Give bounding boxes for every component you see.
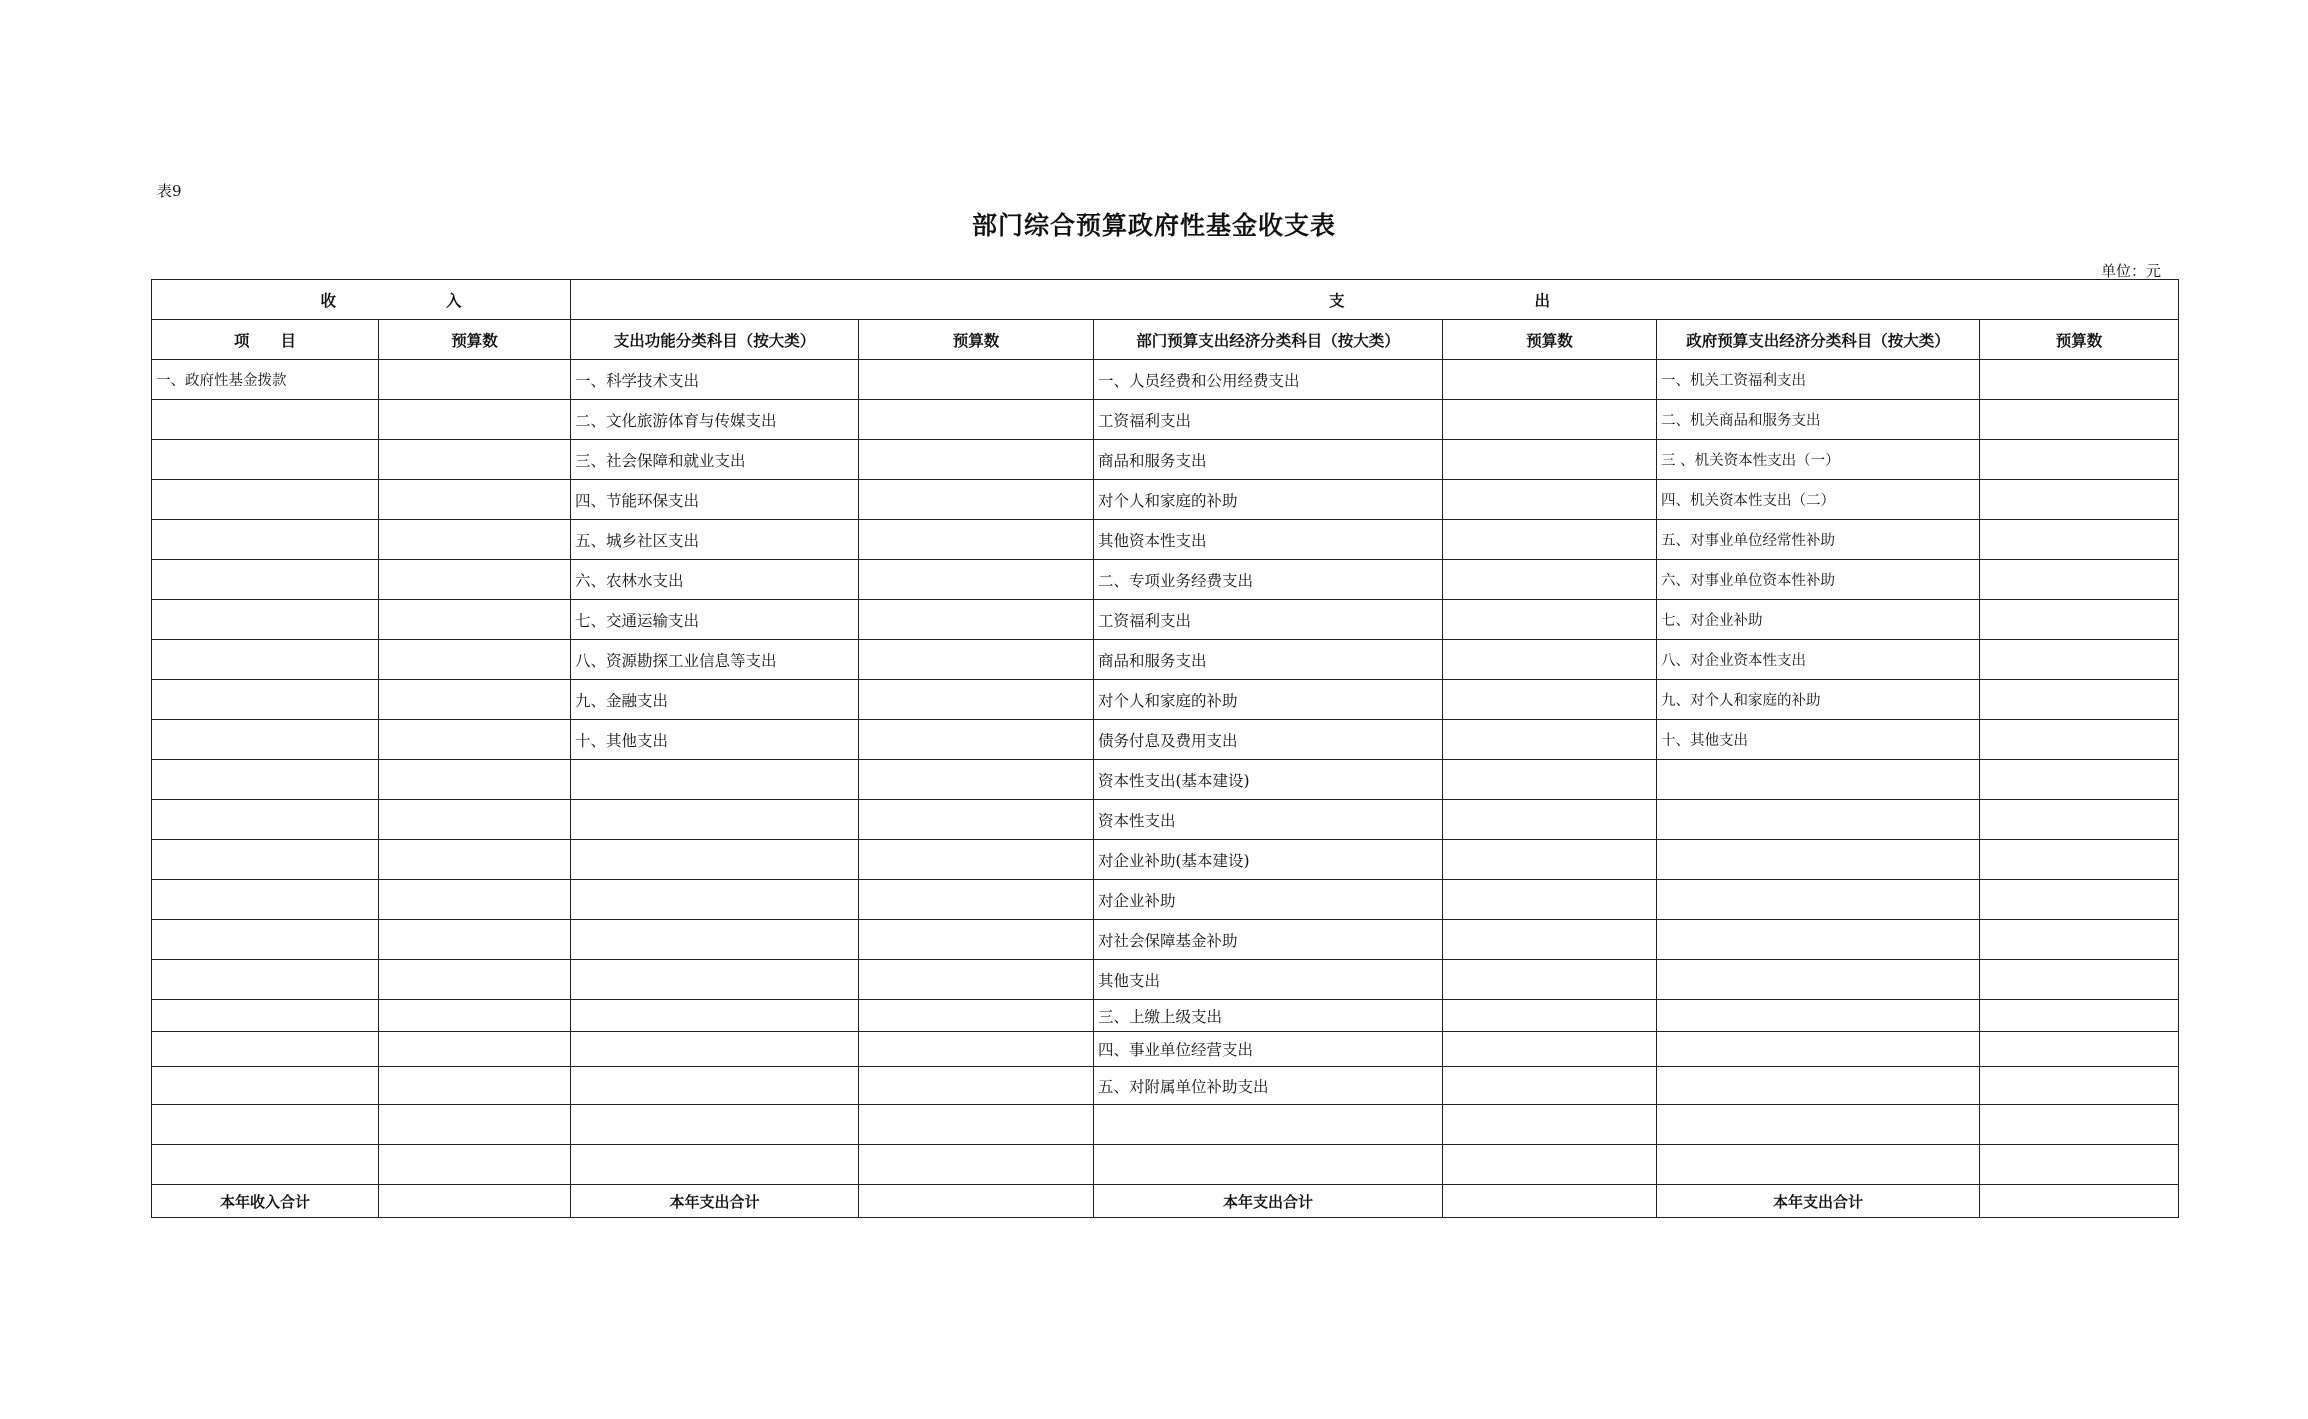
function-budget-cell — [859, 640, 1094, 680]
gov-econ-budget-cell — [1980, 720, 2179, 760]
gov-econ-budget-cell — [1980, 1105, 2179, 1145]
income-item-cell — [152, 400, 379, 440]
income-budget-cell — [379, 1105, 571, 1145]
income-budget-cell — [379, 400, 571, 440]
col-header-dept-econ: 部门预算支出经济分类科目（按大类） — [1094, 320, 1443, 360]
dept-econ-budget-cell — [1443, 360, 1657, 400]
gov-econ-item-cell: 三 、机关资本性支出（一） — [1657, 440, 1980, 480]
gov-econ-item-cell — [1657, 960, 1980, 1000]
gov-econ-item-cell — [1657, 840, 1980, 880]
function-item-cell — [571, 1105, 859, 1145]
function-item-cell: 三、社会保障和就业支出 — [571, 440, 859, 480]
col-header-budget: 预算数 — [1980, 320, 2179, 360]
col-header-function: 支出功能分类科目（按大类） — [571, 320, 859, 360]
function-budget-cell — [859, 480, 1094, 520]
function-budget-cell — [859, 800, 1094, 840]
table-row — [152, 760, 2179, 800]
total-value-cell — [1443, 1185, 1657, 1218]
dept-econ-budget-cell — [1443, 800, 1657, 840]
dept-econ-budget-cell — [1443, 1105, 1657, 1145]
income-budget-cell — [379, 560, 571, 600]
function-item-cell — [571, 1067, 859, 1105]
table-row — [152, 1145, 2179, 1185]
table-row — [152, 640, 2179, 680]
function-budget-cell — [859, 520, 1094, 560]
income-header — [152, 280, 571, 320]
function-item-cell: 十、其他支出 — [571, 720, 859, 760]
function-budget-cell — [859, 440, 1094, 480]
income-item-cell — [152, 1000, 379, 1032]
function-budget-cell — [859, 760, 1094, 800]
function-item-cell: 五、城乡社区支出 — [571, 520, 859, 560]
total-label-cell: 本年收入合计 — [152, 1185, 379, 1218]
column-header-row — [152, 320, 2179, 360]
dept-econ-item-cell: 对个人和家庭的补助 — [1094, 480, 1443, 520]
total-label-cell: 本年支出合计 — [571, 1185, 859, 1218]
function-item-cell — [571, 1145, 859, 1185]
gov-econ-item-cell: 一、机关工资福利支出 — [1657, 360, 1980, 400]
function-item-cell — [571, 1000, 859, 1032]
income-budget-cell — [379, 920, 571, 960]
function-item-cell: 二、文化旅游体育与传媒支出 — [571, 400, 859, 440]
income-item-cell — [152, 440, 379, 480]
dept-econ-item-cell: 三、上缴上级支出 — [1094, 1000, 1443, 1032]
function-item-cell — [571, 960, 859, 1000]
table-row — [152, 600, 2179, 640]
dept-econ-budget-cell — [1443, 880, 1657, 920]
gov-econ-budget-cell — [1980, 680, 2179, 720]
dept-econ-item-cell: 一、人员经费和公用经费支出 — [1094, 360, 1443, 400]
function-budget-cell — [859, 880, 1094, 920]
table-row — [152, 920, 2179, 960]
function-item-cell: 八、资源勘探工业信息等支出 — [571, 640, 859, 680]
gov-econ-item-cell — [1657, 1105, 1980, 1145]
income-budget-cell — [379, 840, 571, 880]
table-row — [152, 1105, 2179, 1145]
function-budget-cell — [859, 400, 1094, 440]
table-row — [152, 440, 2179, 480]
function-item-cell: 一、科学技术支出 — [571, 360, 859, 400]
function-budget-cell — [859, 840, 1094, 880]
dept-econ-item-cell: 二、专项业务经费支出 — [1094, 560, 1443, 600]
income-budget-cell — [379, 360, 571, 400]
gov-econ-item-cell: 七、对企业补助 — [1657, 600, 1980, 640]
function-budget-cell — [859, 1105, 1094, 1145]
gov-econ-item-cell: 九、对个人和家庭的补助 — [1657, 680, 1980, 720]
gov-econ-item-cell: 五、对事业单位经常性补助 — [1657, 520, 1980, 560]
table-row — [152, 1067, 2179, 1105]
table-row — [152, 720, 2179, 760]
function-budget-cell — [859, 1032, 1094, 1067]
income-header-a: 收 — [320, 291, 337, 310]
dept-econ-budget-cell — [1443, 440, 1657, 480]
income-budget-cell — [379, 960, 571, 1000]
function-item-cell — [571, 1032, 859, 1067]
table-row — [152, 400, 2179, 440]
gov-econ-item-cell — [1657, 760, 1980, 800]
dept-econ-budget-cell — [1443, 400, 1657, 440]
dept-econ-item-cell: 对企业补助(基本建设) — [1094, 840, 1443, 880]
gov-econ-budget-cell — [1980, 1067, 2179, 1105]
total-label-cell: 本年支出合计 — [1094, 1185, 1443, 1218]
gov-econ-item-cell: 八、对企业资本性支出 — [1657, 640, 1980, 680]
income-budget-cell — [379, 1000, 571, 1032]
income-budget-cell — [379, 640, 571, 680]
table-row — [152, 360, 2179, 400]
dept-econ-budget-cell — [1443, 600, 1657, 640]
dept-econ-budget-cell — [1443, 1145, 1657, 1185]
income-item-cell — [152, 1105, 379, 1145]
table-row — [152, 880, 2179, 920]
income-item-cell: 一、政府性基金拨款 — [152, 360, 379, 400]
total-row — [152, 1185, 2179, 1218]
table-row — [152, 800, 2179, 840]
dept-econ-budget-cell — [1443, 520, 1657, 560]
gov-econ-item-cell — [1657, 1145, 1980, 1185]
dept-econ-item-cell: 工资福利支出 — [1094, 400, 1443, 440]
gov-econ-budget-cell — [1980, 1145, 2179, 1185]
gov-econ-budget-cell — [1980, 520, 2179, 560]
dept-econ-budget-cell — [1443, 560, 1657, 600]
gov-econ-budget-cell — [1980, 480, 2179, 520]
gov-econ-budget-cell — [1980, 440, 2179, 480]
income-budget-cell — [379, 1032, 571, 1067]
gov-econ-budget-cell — [1980, 840, 2179, 880]
income-budget-cell — [379, 800, 571, 840]
dept-econ-budget-cell — [1443, 720, 1657, 760]
income-budget-cell — [379, 1145, 571, 1185]
dept-econ-budget-cell — [1443, 840, 1657, 880]
function-budget-cell — [859, 360, 1094, 400]
gov-econ-budget-cell — [1980, 960, 2179, 1000]
dept-econ-item-cell — [1094, 1105, 1443, 1145]
income-header-b: 入 — [445, 291, 462, 310]
dept-econ-budget-cell — [1443, 960, 1657, 1000]
table-number: 表9 — [157, 182, 182, 200]
gov-econ-item-cell — [1657, 1032, 1980, 1067]
col-header-item: 项 目 — [152, 320, 379, 360]
function-budget-cell — [859, 720, 1094, 760]
gov-econ-item-cell — [1657, 1000, 1980, 1032]
table-row — [152, 680, 2179, 720]
income-item-cell — [152, 1067, 379, 1105]
dept-econ-item-cell — [1094, 1145, 1443, 1185]
expense-header-a: 支 — [1329, 291, 1345, 310]
income-budget-cell — [379, 520, 571, 560]
dept-econ-item-cell: 资本性支出 — [1094, 800, 1443, 840]
income-item-cell — [152, 520, 379, 560]
function-item-cell — [571, 880, 859, 920]
dept-econ-budget-cell — [1443, 1000, 1657, 1032]
income-budget-cell — [379, 1067, 571, 1105]
function-budget-cell — [859, 560, 1094, 600]
function-item-cell — [571, 760, 859, 800]
total-value-cell — [1980, 1185, 2179, 1218]
table-row — [152, 480, 2179, 520]
gov-econ-budget-cell — [1980, 400, 2179, 440]
function-budget-cell — [859, 1145, 1094, 1185]
income-item-cell — [152, 760, 379, 800]
gov-econ-item-cell: 十、其他支出 — [1657, 720, 1980, 760]
function-budget-cell — [859, 1067, 1094, 1105]
function-item-cell — [571, 840, 859, 880]
income-item-cell — [152, 640, 379, 680]
function-budget-cell — [859, 1000, 1094, 1032]
budget-table — [151, 279, 2179, 1218]
income-budget-cell — [379, 880, 571, 920]
income-item-cell — [152, 720, 379, 760]
top-header-row — [152, 280, 2179, 320]
gov-econ-budget-cell — [1980, 600, 2179, 640]
dept-econ-item-cell: 四、事业单位经营支出 — [1094, 1032, 1443, 1067]
dept-econ-budget-cell — [1443, 1067, 1657, 1105]
function-item-cell: 九、金融支出 — [571, 680, 859, 720]
dept-econ-item-cell: 资本性支出(基本建设) — [1094, 760, 1443, 800]
gov-econ-budget-cell — [1980, 360, 2179, 400]
expense-header — [571, 280, 2179, 320]
function-budget-cell — [859, 600, 1094, 640]
dept-econ-item-cell: 商品和服务支出 — [1094, 440, 1443, 480]
gov-econ-item-cell: 六、对事业单位资本性补助 — [1657, 560, 1980, 600]
gov-econ-budget-cell — [1980, 800, 2179, 840]
gov-econ-budget-cell — [1980, 1032, 2179, 1067]
table-row — [152, 960, 2179, 1000]
gov-econ-budget-cell — [1980, 640, 2179, 680]
col-header-budget: 预算数 — [859, 320, 1094, 360]
dept-econ-item-cell: 对企业补助 — [1094, 880, 1443, 920]
gov-econ-item-cell — [1657, 880, 1980, 920]
income-item-cell — [152, 600, 379, 640]
col-header-gov-econ: 政府预算支出经济分类科目（按大类） — [1657, 320, 1980, 360]
income-item-cell — [152, 960, 379, 1000]
gov-econ-item-cell — [1657, 1067, 1980, 1105]
table-row — [152, 1000, 2179, 1032]
dept-econ-item-cell: 工资福利支出 — [1094, 600, 1443, 640]
gov-econ-item-cell — [1657, 800, 1980, 840]
income-budget-cell — [379, 480, 571, 520]
unit-label: 单位：元 — [2100, 262, 2161, 280]
gov-econ-item-cell: 二、机关商品和服务支出 — [1657, 400, 1980, 440]
gov-econ-item-cell — [1657, 920, 1980, 960]
function-item-cell: 四、节能环保支出 — [571, 480, 859, 520]
function-item-cell — [571, 800, 859, 840]
income-budget-cell — [379, 720, 571, 760]
income-item-cell — [152, 1032, 379, 1067]
dept-econ-budget-cell — [1443, 680, 1657, 720]
dept-econ-item-cell: 商品和服务支出 — [1094, 640, 1443, 680]
income-item-cell — [152, 800, 379, 840]
income-item-cell — [152, 1145, 379, 1185]
function-item-cell: 六、农林水支出 — [571, 560, 859, 600]
total-label-cell: 本年支出合计 — [1657, 1185, 1980, 1218]
dept-econ-budget-cell — [1443, 1032, 1657, 1067]
dept-econ-item-cell: 债务付息及费用支出 — [1094, 720, 1443, 760]
col-header-budget: 预算数 — [1443, 320, 1657, 360]
dept-econ-budget-cell — [1443, 640, 1657, 680]
gov-econ-budget-cell — [1980, 880, 2179, 920]
gov-econ-budget-cell — [1980, 920, 2179, 960]
function-item-cell: 七、交通运输支出 — [571, 600, 859, 640]
col-header-budget: 预算数 — [379, 320, 571, 360]
income-item-cell — [152, 920, 379, 960]
dept-econ-budget-cell — [1443, 760, 1657, 800]
table-row — [152, 1032, 2179, 1067]
total-value-cell — [859, 1185, 1094, 1218]
income-item-cell — [152, 480, 379, 520]
function-budget-cell — [859, 920, 1094, 960]
income-budget-cell — [379, 760, 571, 800]
table-row — [152, 840, 2179, 880]
table-row — [152, 560, 2179, 600]
gov-econ-budget-cell — [1980, 760, 2179, 800]
dept-econ-item-cell: 其他支出 — [1094, 960, 1443, 1000]
dept-econ-budget-cell — [1443, 480, 1657, 520]
gov-econ-budget-cell — [1980, 560, 2179, 600]
dept-econ-budget-cell — [1443, 920, 1657, 960]
income-budget-cell — [379, 680, 571, 720]
function-budget-cell — [859, 960, 1094, 1000]
income-item-cell — [152, 880, 379, 920]
total-value-cell — [379, 1185, 571, 1218]
table-row — [152, 520, 2179, 560]
expense-header-b: 出 — [1534, 291, 1550, 310]
gov-econ-budget-cell — [1980, 1000, 2179, 1032]
dept-econ-item-cell: 五、对附属单位补助支出 — [1094, 1067, 1443, 1105]
page-title: 部门综合预算政府性基金收支表 — [971, 211, 1336, 240]
income-item-cell — [152, 680, 379, 720]
income-budget-cell — [379, 440, 571, 480]
income-budget-cell — [379, 600, 571, 640]
dept-econ-item-cell: 其他资本性支出 — [1094, 520, 1443, 560]
dept-econ-item-cell: 对社会保障基金补助 — [1094, 920, 1443, 960]
income-item-cell — [152, 560, 379, 600]
dept-econ-item-cell: 对个人和家庭的补助 — [1094, 680, 1443, 720]
function-item-cell — [571, 920, 859, 960]
gov-econ-item-cell: 四、机关资本性支出（二） — [1657, 480, 1980, 520]
function-budget-cell — [859, 680, 1094, 720]
income-item-cell — [152, 840, 379, 880]
